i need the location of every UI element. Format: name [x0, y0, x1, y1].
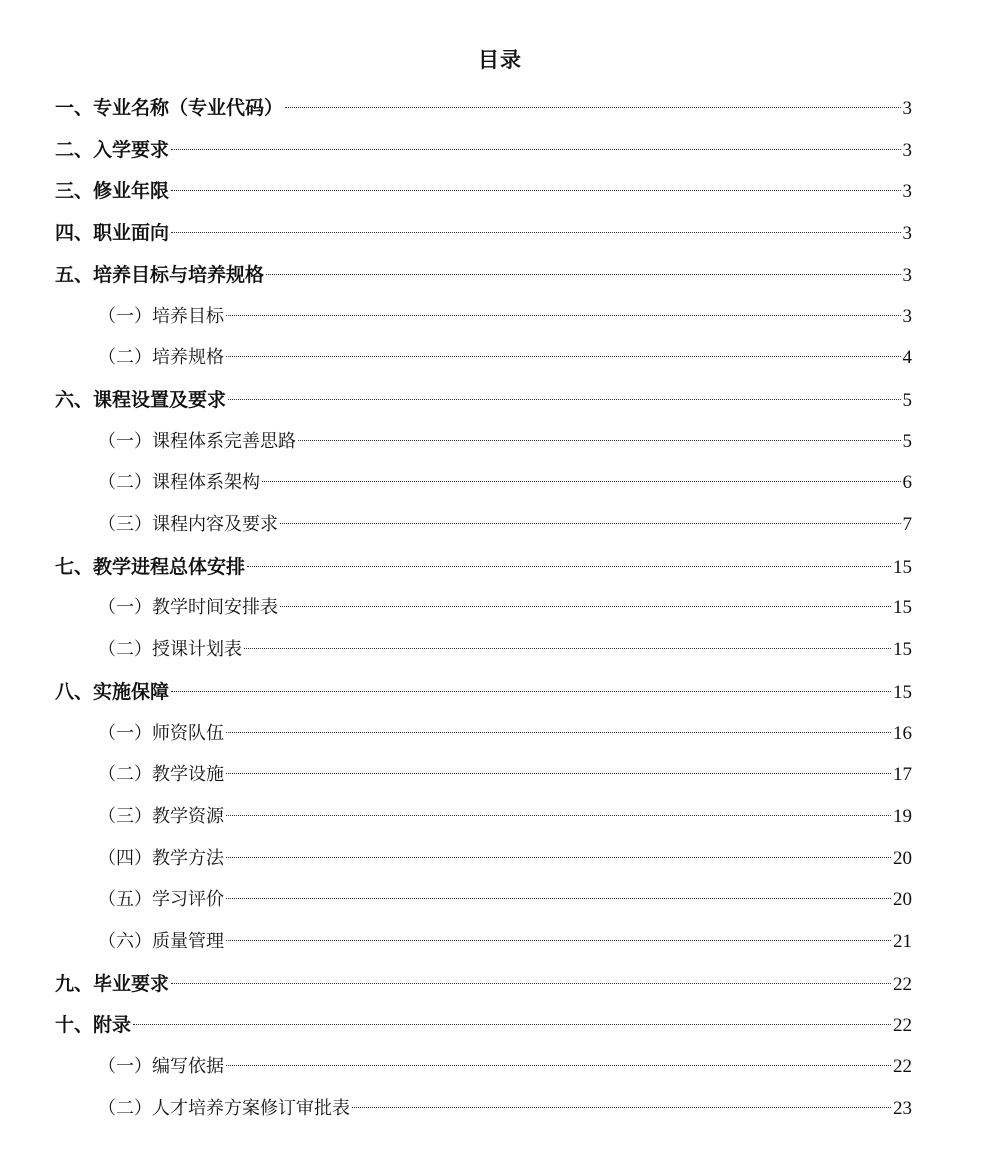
- toc-page-number: 7: [902, 514, 912, 535]
- toc-dot-leader: [298, 440, 901, 441]
- toc-page-number: 19: [893, 805, 912, 827]
- toc-page-number: 22: [893, 1015, 912, 1037]
- toc-entry-label: 四、职业面向: [55, 222, 170, 245]
- toc-page-number: 22: [893, 973, 912, 995]
- toc-dot-leader: [228, 399, 900, 400]
- toc-page-number: 17: [893, 764, 912, 786]
- toc-dot-leader: [171, 691, 891, 692]
- toc-entry-label: （四）教学方法: [98, 847, 224, 869]
- toc-entry-label: 一、专业名称（专业代码）: [55, 97, 284, 119]
- toc-entry-label: （一）编写依据: [98, 1056, 224, 1078]
- toc-entry-label: （二）课程体系架构: [98, 472, 260, 494]
- toc-entry-label: （六）质量管理: [98, 931, 224, 952]
- toc-dot-leader: [247, 566, 891, 567]
- toc-entry[interactable]: [98, 422, 912, 462]
- toc-entry[interactable]: [55, 380, 912, 420]
- toc-page-number: 15: [893, 639, 912, 661]
- toc-entry-label: （三）教学资源: [98, 805, 224, 827]
- toc-entry[interactable]: [98, 338, 912, 378]
- toc-dot-leader: [226, 1065, 891, 1066]
- toc-entry-label: （二）教学设施: [98, 764, 224, 786]
- toc-dot-leader: [280, 606, 891, 607]
- toc-page-number: 4: [902, 347, 912, 369]
- toc-page-number: 5: [902, 430, 912, 452]
- toc-entry-label: 九、毕业要求: [55, 972, 170, 995]
- toc-page-number: 16: [893, 722, 912, 744]
- toc-entry[interactable]: [98, 755, 912, 795]
- toc-dot-leader: [226, 315, 901, 316]
- toc-entry[interactable]: [98, 1089, 912, 1129]
- toc-entry-label: 七、教学进程总体安排: [55, 555, 246, 578]
- toc-entry-label: （一）教学时间安排表: [98, 597, 278, 619]
- toc-dot-leader: [262, 481, 901, 482]
- toc-entry[interactable]: [98, 1047, 912, 1087]
- toc-dot-leader: [280, 523, 901, 524]
- toc-entry[interactable]: [98, 880, 912, 920]
- toc-page-number: 15: [893, 597, 912, 619]
- toc-entry[interactable]: [98, 922, 912, 962]
- toc-dot-leader: [244, 648, 891, 649]
- toc-entry[interactable]: [55, 130, 912, 170]
- toc-entry[interactable]: [55, 88, 912, 128]
- toc-dot-leader: [226, 773, 891, 774]
- toc-entry[interactable]: [98, 505, 912, 545]
- toc-page-number: 6: [902, 472, 912, 494]
- toc-entry[interactable]: [98, 463, 912, 503]
- toc-entry[interactable]: [98, 839, 912, 879]
- toc-entry-label: （三）课程内容及要求: [98, 514, 278, 535]
- toc-dot-leader: [226, 898, 891, 899]
- toc-entry[interactable]: [55, 213, 912, 253]
- toc-page-number: 3: [902, 181, 912, 203]
- toc-dot-leader: [171, 983, 891, 984]
- toc-entry-label: （一）培养目标: [98, 305, 224, 327]
- toc-dot-leader: [226, 732, 891, 733]
- toc-entry[interactable]: [55, 255, 912, 295]
- toc-page-number: 15: [893, 681, 912, 703]
- toc-entry[interactable]: [55, 171, 912, 211]
- toc-entry[interactable]: [98, 588, 912, 628]
- toc-page-number: 23: [893, 1097, 912, 1119]
- toc-dot-leader: [133, 1024, 891, 1025]
- toc-entry-label: 三、修业年限: [55, 180, 170, 203]
- toc-entry-label: （二）授课计划表: [98, 639, 242, 661]
- toc-dot-leader: [226, 356, 901, 357]
- toc-entry[interactable]: [55, 672, 912, 712]
- toc-dot-leader: [352, 1107, 891, 1108]
- toc-page-number: 3: [902, 264, 912, 286]
- toc-dot-leader: [285, 107, 900, 108]
- toc-page-number: 21: [893, 931, 912, 952]
- toc-entry-label: （一）师资队伍: [98, 722, 224, 744]
- toc-entry-label: 五、培养目标与培养规格: [55, 263, 265, 286]
- toc-entry-label: 二、入学要求: [55, 138, 170, 161]
- toc-dot-leader: [171, 149, 900, 150]
- toc-entry[interactable]: [55, 547, 912, 587]
- toc-page-number: 3: [902, 305, 912, 327]
- toc-entry-label: （二）人才培养方案修订审批表: [98, 1097, 350, 1119]
- toc-page-number: 3: [902, 98, 912, 119]
- toc-page-number: 22: [893, 1056, 912, 1078]
- toc-page-number: 3: [902, 223, 912, 245]
- toc-entry-label: 六、课程设置及要求: [55, 388, 227, 411]
- toc-entry[interactable]: [98, 714, 912, 754]
- toc-page-number: 20: [893, 889, 912, 911]
- toc-dot-leader: [266, 274, 900, 275]
- toc-dot-leader: [226, 940, 891, 941]
- page-title: 目录: [478, 48, 522, 72]
- toc-page-number: 15: [893, 556, 912, 578]
- toc-entry-label: （一）课程体系完善思路: [98, 430, 296, 452]
- toc-page-number: 5: [902, 389, 912, 411]
- toc-entry-label: （五）学习评价: [98, 889, 224, 911]
- toc-dot-leader: [226, 815, 891, 816]
- toc-entry-label: （二）培养规格: [98, 347, 224, 369]
- toc-entry[interactable]: [98, 297, 912, 337]
- toc-entry-label: 十、附录: [55, 1014, 132, 1037]
- toc-dot-leader: [171, 190, 900, 191]
- toc-entry[interactable]: [98, 797, 912, 837]
- toc-page-number: 3: [902, 139, 912, 161]
- toc-dot-leader: [226, 857, 891, 858]
- toc-dot-leader: [171, 232, 900, 233]
- toc-entry[interactable]: [55, 1005, 912, 1045]
- toc-entry[interactable]: [98, 630, 912, 670]
- toc-page-number: 20: [893, 847, 912, 869]
- toc-entry[interactable]: [55, 964, 912, 1004]
- toc-entry-label: 八、实施保障: [55, 680, 170, 703]
